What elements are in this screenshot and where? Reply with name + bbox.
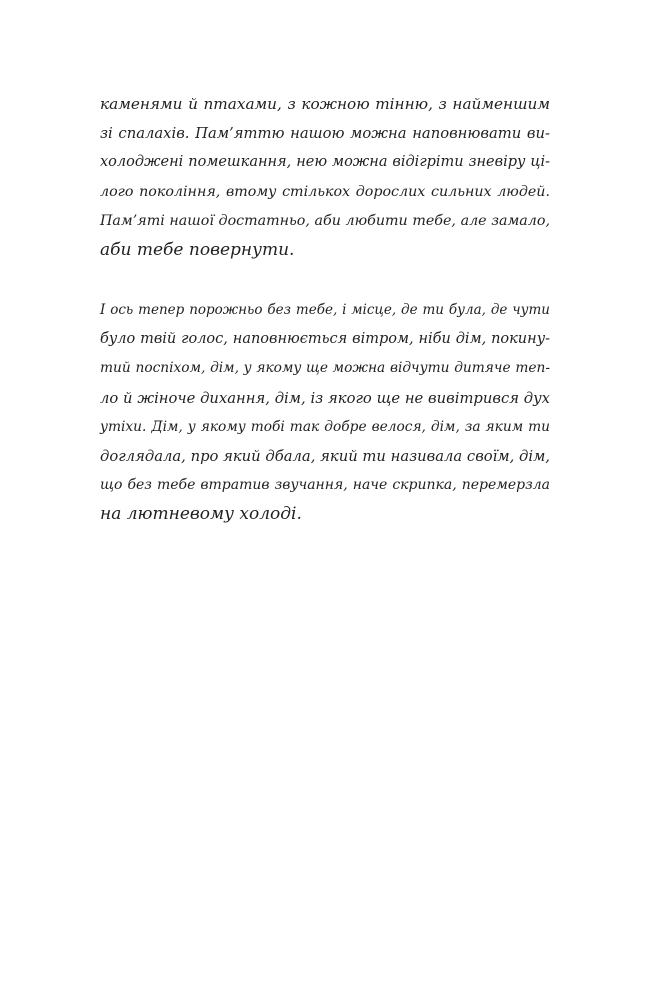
text-line: каменями й птахами, з кожною тінню, з найменшим: [100, 95, 550, 113]
text-line: тий поспіхом, дім, у якому ще можна відчути дитяче теп-: [100, 360, 550, 377]
text-line: ло й жіноче дихання, дім, із якого ще не вивітрився дух: [100, 389, 550, 407]
text-line: І ось тепер порожньо без тебе, і місце, де ти була, де чути: [100, 302, 550, 318]
text-line: доглядала, про який дбала, який ти називала своїм, дім,: [100, 448, 550, 466]
paragraph-2: [100, 296, 550, 530]
text-line: було твій голос, наповнюється вітром, ніби дім, покину-: [100, 331, 550, 348]
text-line: холоджені помешкання, нею можна відігріти зневіру ці-: [100, 154, 550, 171]
text-line: Пам’яті нашої достатньо, аби любити тебе, але замало,: [100, 212, 550, 229]
text-line: лого покоління, втому стількох дорослих сильних людей.: [100, 183, 550, 200]
paragraph-1: [100, 90, 550, 265]
text-line: утіхи. Дім, у якому тобі так добре велося, дім, за яким ти: [100, 418, 550, 435]
text-line: зі спалахів. Пам’яттю нашою можна наповнювати ви-: [100, 125, 550, 143]
text-line: на лютневому холоді.: [100, 504, 302, 525]
text-line: аби тебе повернути.: [100, 240, 295, 261]
text-line: що без тебе втратив звучання, наче скрипка, перемерзла: [100, 477, 550, 494]
